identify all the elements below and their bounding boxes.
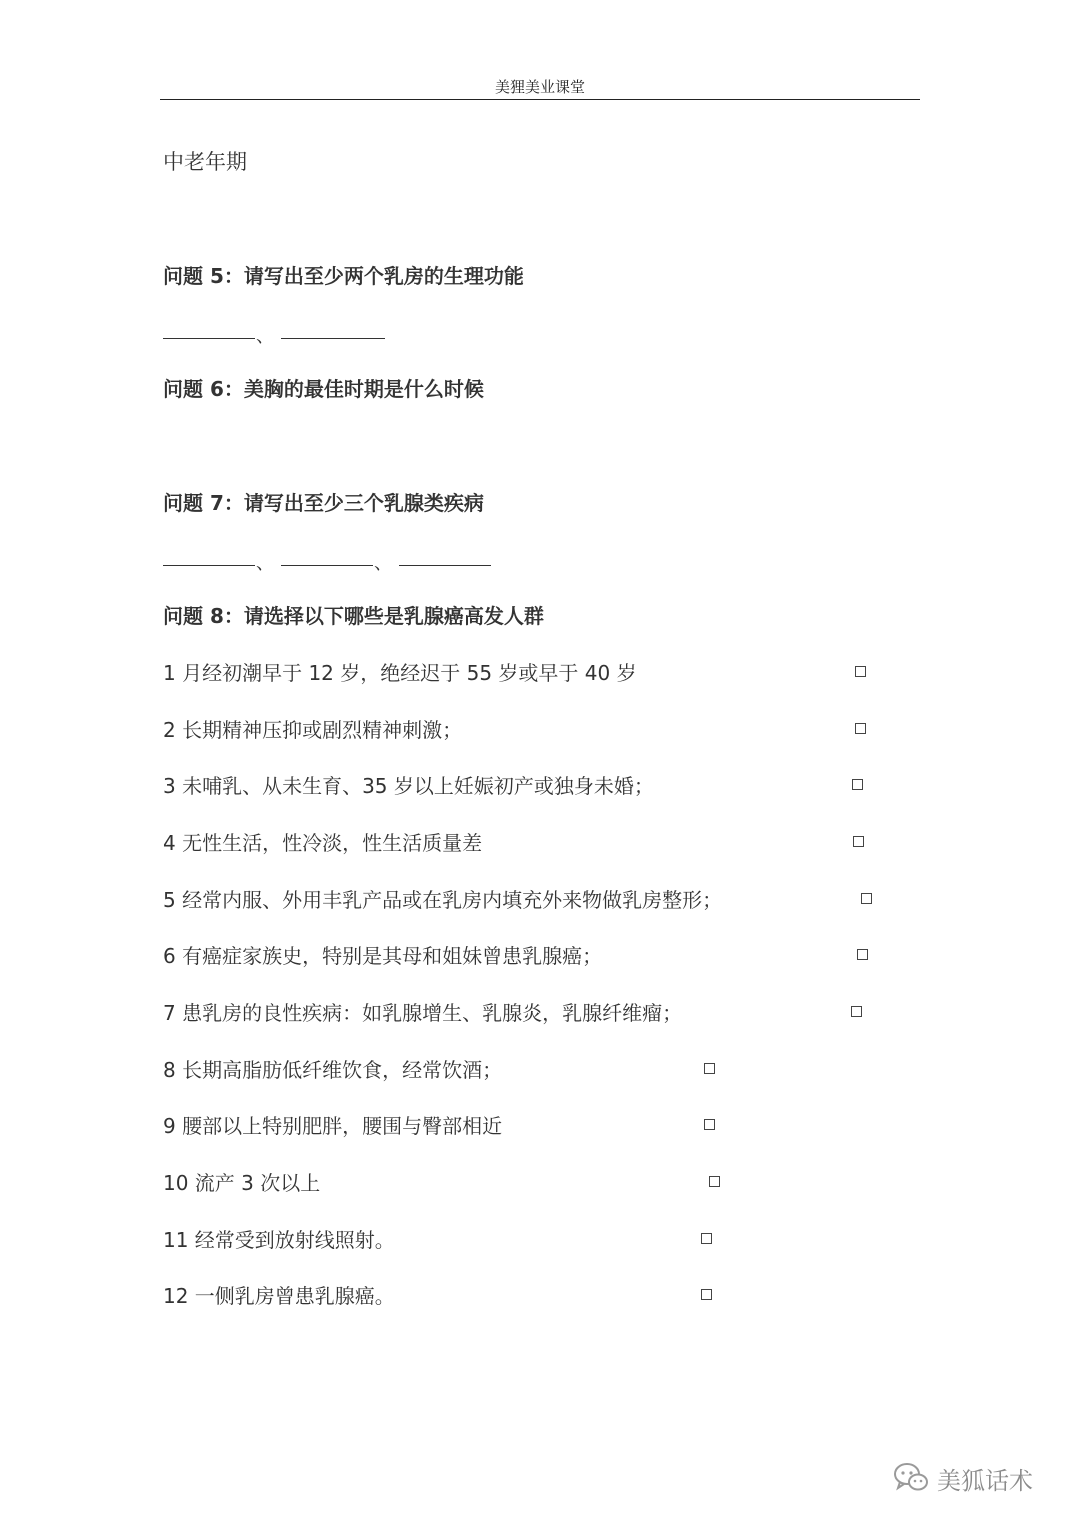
separator: 、 bbox=[256, 553, 274, 574]
option-4: 4 无性生活，性冷淡，性生活质量差 bbox=[163, 831, 483, 855]
wechat-icon bbox=[893, 1462, 929, 1494]
option-8: 8 长期高脂肪低纤维饮食，经常饮酒； bbox=[163, 1058, 503, 1082]
option-7-checkbox[interactable] bbox=[851, 1006, 862, 1017]
answer-blank[interactable] bbox=[281, 565, 373, 566]
option-1-checkbox[interactable] bbox=[855, 666, 866, 677]
answer-blank[interactable] bbox=[399, 565, 491, 566]
section-title: 中老年期 bbox=[163, 150, 247, 174]
answer-blank[interactable] bbox=[163, 338, 255, 339]
option-8-checkbox[interactable] bbox=[704, 1063, 715, 1074]
option-7: 7 患乳房的良性疾病：如乳腺增生、乳腺炎，乳腺纤维瘤； bbox=[163, 1001, 683, 1025]
question-6: 问题 6：美胸的最佳时期是什么时候 bbox=[163, 377, 484, 401]
option-3: 3 未哺乳、从未生育、35 岁以上妊娠初产或独身未婚； bbox=[163, 774, 654, 798]
option-9: 9 腰部以上特别肥胖，腰围与臀部相近 bbox=[163, 1114, 503, 1138]
option-2: 2 长期精神压抑或剧烈精神刺激； bbox=[163, 718, 463, 742]
answer-blank[interactable] bbox=[163, 565, 255, 566]
option-12: 12 一侧乳房曾患乳腺癌。 bbox=[163, 1284, 395, 1308]
option-9-checkbox[interactable] bbox=[704, 1119, 715, 1130]
option-3-checkbox[interactable] bbox=[852, 779, 863, 790]
option-2-checkbox[interactable] bbox=[855, 723, 866, 734]
page-header: 美狸美业课堂 bbox=[494, 78, 585, 96]
option-5-checkbox[interactable] bbox=[861, 893, 872, 904]
separator: 、 bbox=[256, 326, 274, 347]
separator: 、 bbox=[374, 553, 392, 574]
option-1: 1 月经初潮早于 12 岁，绝经迟于 55 岁或早于 40 岁 bbox=[163, 661, 637, 685]
question-5: 问题 5：请写出至少两个乳房的生理功能 bbox=[163, 264, 524, 288]
question-8: 问题 8：请选择以下哪些是乳腺癌高发人群 bbox=[163, 604, 544, 628]
option-10-checkbox[interactable] bbox=[709, 1176, 720, 1187]
option-6-checkbox[interactable] bbox=[857, 949, 868, 960]
question-7: 问题 7：请写出至少三个乳腺类疾病 bbox=[163, 491, 484, 515]
option-11-checkbox[interactable] bbox=[701, 1233, 712, 1244]
answer-blank[interactable] bbox=[281, 338, 385, 339]
option-5: 5 经常内服、外用丰乳产品或在乳房内填充外来物做乳房整形； bbox=[163, 888, 723, 912]
header-rule bbox=[160, 99, 920, 100]
watermark-text: 美狐话术 bbox=[937, 1466, 1033, 1495]
watermark bbox=[893, 1458, 1033, 1498]
option-11: 11 经常受到放射线照射。 bbox=[163, 1228, 395, 1252]
option-6: 6 有癌症家族史，特别是其母和姐妹曾患乳腺癌； bbox=[163, 944, 603, 968]
option-10: 10 流产 3 次以上 bbox=[163, 1171, 321, 1195]
option-4-checkbox[interactable] bbox=[853, 836, 864, 847]
option-12-checkbox[interactable] bbox=[701, 1289, 712, 1300]
